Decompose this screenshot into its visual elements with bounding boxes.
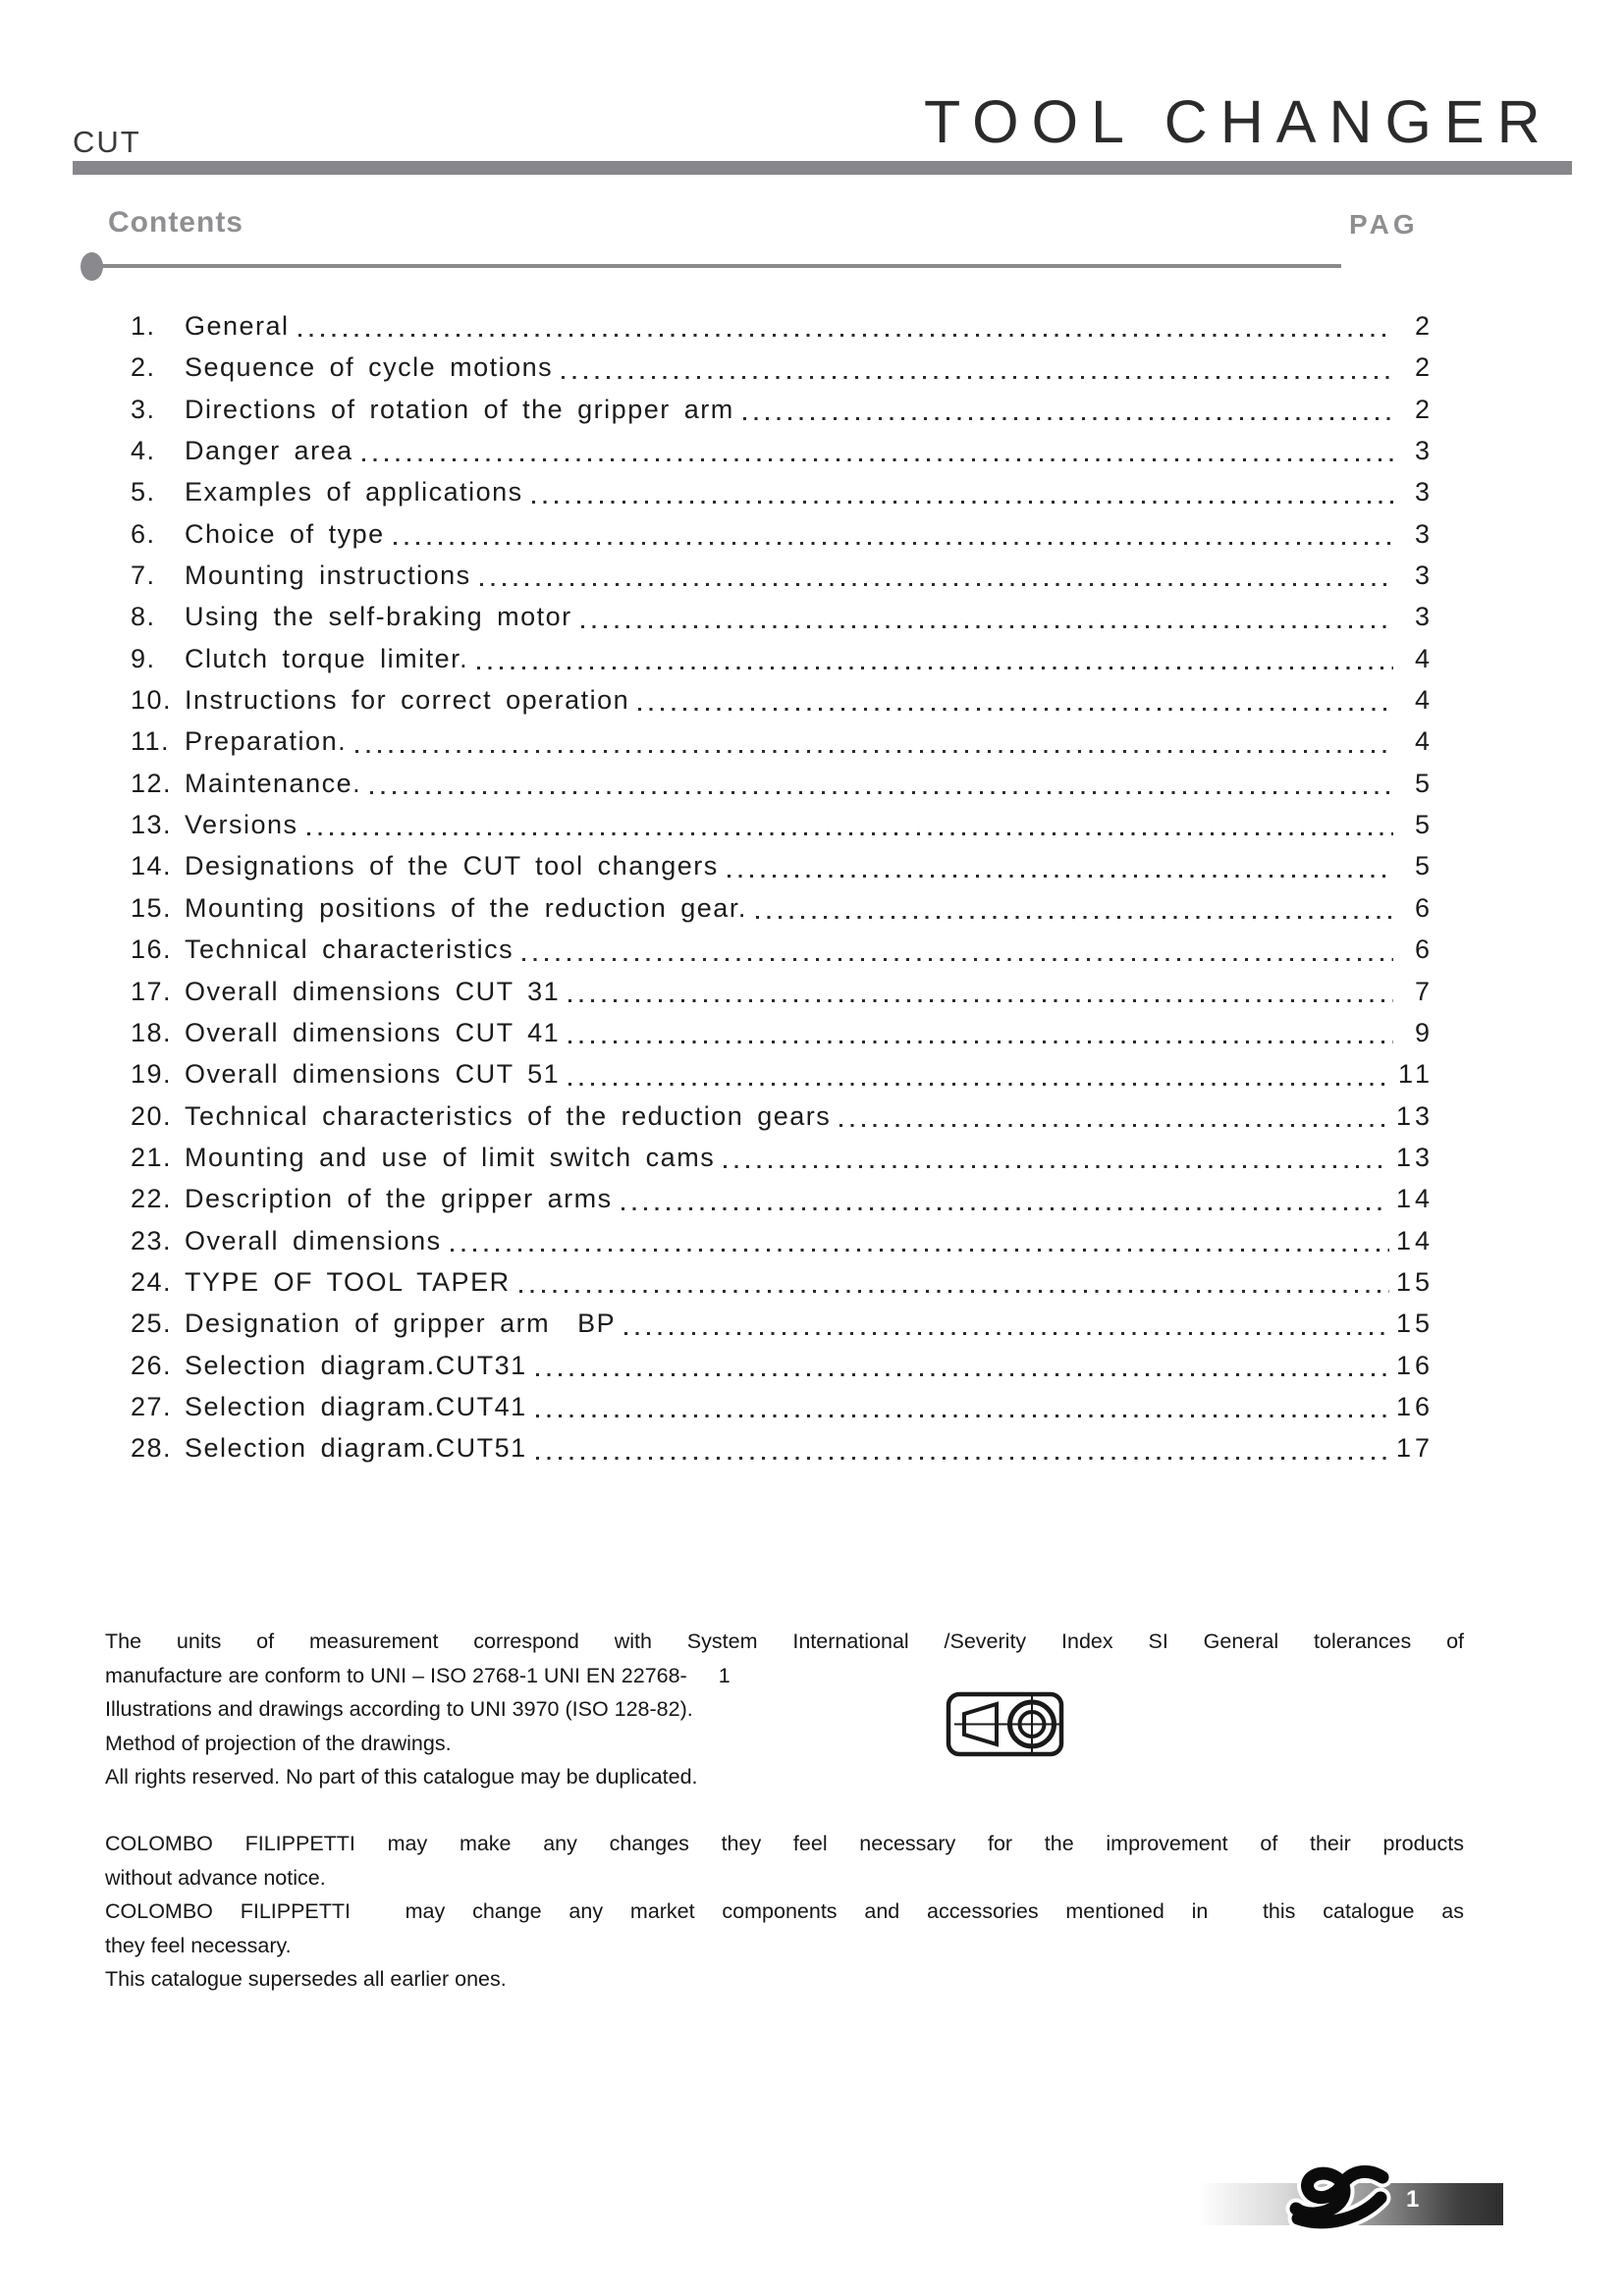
- dot-leader: [522, 958, 1393, 961]
- toc-entry-number: 6.: [131, 518, 156, 549]
- toc-entry-title: Instructions for correct operation: [185, 685, 630, 716]
- tolerances-note: [105, 1625, 1464, 1794]
- toc-entry-title: Mounting instructions: [185, 561, 471, 591]
- toc-entry: [131, 513, 1434, 555]
- dot-leader: [581, 625, 1393, 628]
- manufacturer-note: [105, 1827, 1464, 1997]
- toc-entry-page: 5: [1414, 810, 1434, 840]
- toc-entry-page: 9: [1414, 1017, 1434, 1047]
- toc-entry: [131, 971, 1434, 1012]
- toc-entry-title: Designation of gripper arm BP: [185, 1308, 617, 1339]
- toc-entry: [131, 1137, 1434, 1178]
- toc-entry-page: 6: [1414, 892, 1434, 923]
- toc-entry-page: 5: [1414, 851, 1434, 881]
- toc-entry-number: 4.: [131, 436, 156, 466]
- toc-entry-number: 1.: [131, 311, 156, 341]
- dot-leader: [480, 583, 1393, 586]
- toc-entry-page: 3: [1414, 518, 1434, 549]
- colombo-filippetti-knot-logo: [1284, 2160, 1402, 2232]
- toc-entry-title: Overall dimensions CUT 31: [185, 976, 561, 1006]
- dot-leader: [743, 417, 1393, 420]
- toc-entry-title: Danger area: [185, 436, 353, 466]
- toc-entry: [131, 1178, 1434, 1219]
- dot-leader: [568, 999, 1393, 1002]
- toc-entry-page: 3: [1414, 436, 1434, 466]
- toc-entry: [131, 721, 1434, 762]
- toc-entry-page: 4: [1414, 643, 1434, 673]
- toc-entry-number: 7.: [131, 561, 156, 591]
- toc-entry-number: 13.: [131, 810, 173, 840]
- toc-entry-page: 2: [1414, 352, 1434, 383]
- toc-entry-number: 3.: [131, 394, 156, 424]
- dot-leader: [638, 708, 1393, 711]
- dot-leader: [568, 1083, 1391, 1086]
- toc-entry-title: Description of the gripper arms: [185, 1184, 613, 1214]
- dot-leader: [477, 667, 1393, 669]
- iso-standard-suffix: 1: [718, 1663, 731, 1687]
- toc-entry: [131, 845, 1434, 886]
- toc-entry: [131, 1012, 1434, 1053]
- toc-entry: [131, 1303, 1434, 1344]
- toc-entry-title: Versions: [185, 810, 298, 840]
- header-rule: [73, 161, 1572, 175]
- toc-entry-title: Mounting positions of the reduction gear.: [185, 892, 747, 923]
- toc-entry-number: 23.: [131, 1225, 173, 1255]
- toc-entry-number: 10.: [131, 685, 173, 716]
- toc-entry: [131, 389, 1434, 430]
- toc-entry-page: 13: [1395, 1142, 1434, 1172]
- dot-leader: [622, 1207, 1389, 1210]
- toc-entry: [131, 763, 1434, 804]
- toc-entry-title: TYPE OF TOOL TAPER: [185, 1266, 511, 1297]
- toc-entry-page: 5: [1414, 768, 1434, 798]
- toc-entry-number: 28.: [131, 1433, 173, 1464]
- toc-entry-title: Preparation.: [185, 726, 348, 757]
- toc-entry: [131, 1345, 1434, 1386]
- toc-entry-number: 2.: [131, 352, 156, 383]
- toc-entry-page: 4: [1414, 726, 1434, 757]
- dot-leader: [562, 376, 1393, 379]
- toc-entry-title: Overall dimensions CUT 51: [185, 1059, 561, 1090]
- toc-entry-title: Selection diagram.CUT31: [185, 1350, 527, 1380]
- toc-entry-page: 3: [1414, 602, 1434, 632]
- toc-entry: [131, 596, 1434, 637]
- first-angle-projection-icon: [946, 1691, 1064, 1757]
- toc-entry-title: Using the self-braking motor: [185, 602, 572, 632]
- toc-entry-number: 22.: [131, 1184, 173, 1214]
- toc-entry: [131, 804, 1434, 845]
- toc-entry-number: 17.: [131, 976, 173, 1006]
- toc-entry-page: 15: [1395, 1266, 1434, 1297]
- toc-entry-number: 9.: [131, 643, 156, 673]
- toc-entry-title: Choice of type: [185, 518, 385, 549]
- toc-entry-page: 14: [1395, 1225, 1434, 1255]
- toc-entry-number: 20.: [131, 1100, 173, 1131]
- toc-entry-number: 11.: [131, 726, 171, 757]
- note-line: Illustrations and drawings according to UNI 3970 (ISO 128-82).: [105, 1697, 693, 1721]
- page-title: TOOL CHANGER: [924, 88, 1553, 155]
- toc-entry-title: Clutch torque limiter.: [185, 643, 469, 673]
- toc-entry: [131, 929, 1434, 970]
- toc-entry-page: 6: [1414, 934, 1434, 965]
- toc-entry: [131, 555, 1434, 596]
- toc-entry-number: 5.: [131, 477, 156, 507]
- toc-entry-page: 15: [1395, 1308, 1434, 1339]
- toc-entry-page: 11: [1397, 1059, 1434, 1090]
- toc-entry-title: Designations of the CUT tool changers: [185, 851, 719, 881]
- dot-leader: [536, 1457, 1389, 1460]
- dot-leader: [519, 1290, 1389, 1293]
- dot-leader: [839, 1124, 1389, 1127]
- toc-entry-title: Examples of applications: [185, 477, 523, 507]
- toc-entry: [131, 347, 1434, 388]
- note-line: COLOMBO FILIPPETTI may change any market components and accessories mentioned in this catalogue as: [105, 1899, 1464, 1923]
- dot-leader: [355, 750, 1393, 753]
- footer-page-number: 1: [1406, 2186, 1421, 2213]
- dot-leader: [307, 832, 1393, 835]
- toc-entry-number: 14.: [131, 851, 173, 881]
- note-line: COLOMBO FILIPPETTI may make any changes they feel necessary for the improvement of their products: [105, 1832, 1464, 1855]
- dot-leader: [536, 1415, 1389, 1417]
- toc-entry: [131, 430, 1434, 471]
- toc-entry-page: 4: [1414, 685, 1434, 716]
- toc-entry-title: Directions of rotation of the gripper arm: [185, 394, 734, 424]
- note-line: without advance notice.: [105, 1865, 326, 1890]
- toc-entry-title: Sequence of cycle motions: [185, 352, 554, 383]
- toc-entry-page: 16: [1395, 1391, 1434, 1421]
- toc-entry-title: Selection diagram.CUT41: [185, 1391, 527, 1421]
- toc-entry-page: 2: [1414, 394, 1434, 424]
- toc-entry-page: 7: [1414, 976, 1434, 1006]
- dot-leader: [298, 334, 1393, 337]
- note-line: This catalogue supersedes all earlier ones.: [105, 1967, 507, 1991]
- toc-entry-number: 19.: [131, 1059, 173, 1090]
- toc-entry-title: Technical characteristics: [185, 934, 514, 965]
- toc-entry-number: 25.: [131, 1308, 173, 1339]
- toc-entry-title: General: [185, 311, 290, 341]
- toc-entry-number: 18.: [131, 1017, 173, 1047]
- toc-entry-title: Mounting and use of limit switch cams: [185, 1142, 716, 1172]
- product-code: CUT: [73, 125, 141, 159]
- toc-entry-title: Technical characteristics of the reduction gears: [185, 1100, 832, 1131]
- contents-heading: Contents: [108, 206, 244, 239]
- toc-entry: [131, 638, 1434, 679]
- toc-entry-title: Overall dimensions: [185, 1225, 442, 1255]
- toc-entry-page: 13: [1395, 1100, 1434, 1131]
- note-line: manufacture are conform to UNI – ISO 2768-1 UNI EN 22768- 1: [105, 1659, 1464, 1693]
- dot-leader: [532, 501, 1393, 504]
- toc-entry-number: 21.: [131, 1142, 173, 1172]
- toc-entry: [131, 679, 1434, 721]
- note-line: The units of measurement correspond with System International /Severity Index SI General tolerances of: [105, 1629, 1464, 1653]
- toc-entry-page: 3: [1414, 561, 1434, 591]
- toc-entry-number: 8.: [131, 602, 156, 632]
- toc-entry-title: Maintenance.: [185, 768, 362, 798]
- dot-leader: [756, 916, 1393, 919]
- dot-leader: [728, 875, 1393, 878]
- toc-entry: [131, 1220, 1434, 1261]
- note-line: they feel necessary.: [105, 1933, 292, 1957]
- page-column-label: PAG: [1349, 209, 1419, 240]
- dot-leader: [370, 791, 1393, 794]
- toc-entry: [131, 1095, 1434, 1137]
- toc-entry-page: 17: [1395, 1433, 1434, 1464]
- toc-entry: [131, 1427, 1434, 1468]
- dot-leader: [568, 1041, 1393, 1043]
- dot-leader: [536, 1373, 1389, 1376]
- toc-entry-number: 15.: [131, 892, 173, 923]
- table-of-contents: [131, 305, 1434, 1469]
- toc-entry-title: Overall dimensions CUT 41: [185, 1017, 561, 1047]
- toc-entry-page: 2: [1414, 311, 1434, 341]
- note-line: All rights reserved. No part of this catalogue may be duplicated.: [105, 1765, 698, 1789]
- toc-entry-number: 26.: [131, 1350, 173, 1380]
- toc-entry: [131, 887, 1434, 929]
- toc-entry: [131, 1386, 1434, 1427]
- dot-leader: [624, 1332, 1389, 1335]
- dot-leader: [724, 1165, 1389, 1168]
- toc-entry-title: Selection diagram.CUT51: [185, 1433, 527, 1464]
- toc-entry-number: 24.: [131, 1266, 173, 1297]
- contents-rule: [96, 264, 1341, 268]
- toc-entry-page: 14: [1395, 1184, 1434, 1214]
- note-line: Method of projection of the drawings.: [105, 1731, 452, 1755]
- toc-entry: [131, 471, 1434, 512]
- toc-entry-number: 16.: [131, 934, 173, 965]
- toc-entry: [131, 1053, 1434, 1095]
- toc-entry: [131, 1261, 1434, 1303]
- dot-leader: [362, 458, 1393, 461]
- dot-leader: [451, 1249, 1389, 1252]
- toc-entry: [131, 305, 1434, 347]
- dot-leader: [394, 542, 1393, 545]
- toc-entry-page: 3: [1414, 477, 1434, 507]
- toc-entry-number: 27.: [131, 1391, 173, 1421]
- toc-entry-page: 16: [1395, 1350, 1434, 1380]
- toc-entry-number: 12.: [131, 768, 173, 798]
